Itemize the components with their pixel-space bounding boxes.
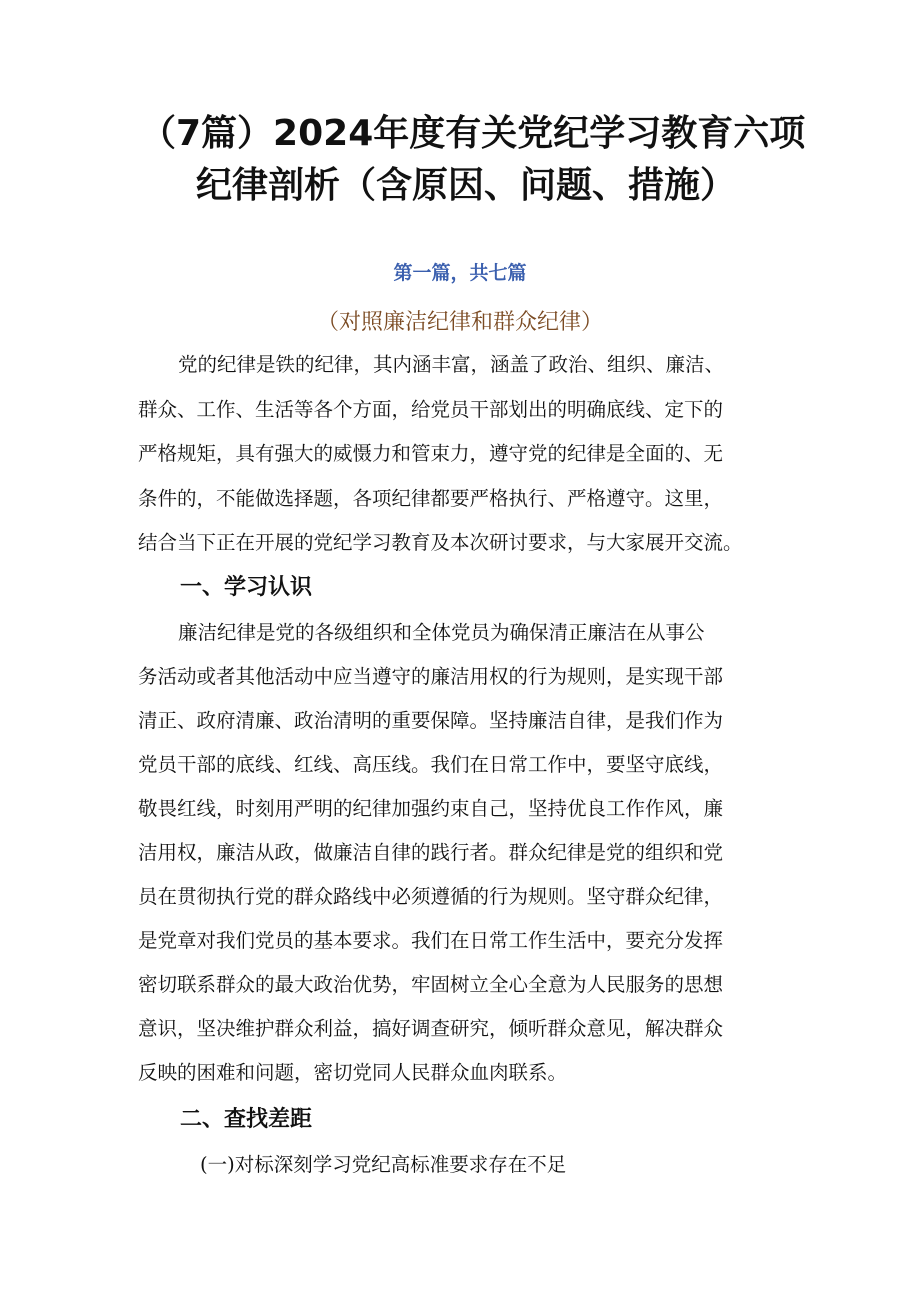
section-subtitle: （对照廉洁纪律和群众纪律） bbox=[316, 310, 603, 335]
subsection-heading-1: (一)对标深刻学习党纪高标准要求存在不足 bbox=[200, 1153, 567, 1176]
chapter-label: 第一篇，共七篇 bbox=[393, 262, 527, 284]
section1-line: 党员干部的底线、红线、高压线。我们在日常工作中，要坚守底线， bbox=[138, 753, 724, 776]
document-title-line-2: 纪律剖析（含原因、问题、措施） bbox=[196, 165, 737, 206]
section1-line: 员在贯彻执行党的群众路线中必须遵循的行为规则。坚守群众纪律， bbox=[138, 885, 724, 908]
section1-line: 敬畏红线，时刻用严明的纪律加强约束自己，坚持优良工作作风，廉 bbox=[138, 797, 724, 820]
section1-line: 清正、政府清廉、政治清明的重要保障。坚持廉洁自律，是我们作为 bbox=[138, 709, 724, 732]
section1-line: 务活动或者其他活动中应当遵守的廉洁用权的行为规则，是实现干部 bbox=[138, 665, 724, 688]
intro-line: 党的纪律是铁的纪律，其内涵丰富，涵盖了政治、组织、廉洁、 bbox=[178, 353, 725, 376]
section1-line: 密切联系群众的最大政治优势，牢固树立全心全意为人民服务的思想 bbox=[138, 973, 724, 996]
section1-line: 洁用权，廉洁从政，做廉洁自律的践行者。群众纪律是党的组织和党 bbox=[138, 841, 724, 864]
document-title-line-1: （7篇）2024年度有关党纪学习教育六项 bbox=[140, 113, 806, 154]
section1-line: 是党章对我们党员的基本要求。我们在日常工作生活中，要充分发挥 bbox=[138, 929, 724, 952]
intro-line: 条件的，不能做选择题，各项纪律都要严格执行、严格遵守。这里， bbox=[138, 487, 724, 510]
section-heading-learning: 一、学习认识 bbox=[180, 575, 313, 600]
section1-line: 反映的困难和问题，密切党同人民群众血肉联系。 bbox=[138, 1061, 568, 1084]
intro-line: 严格规矩，具有强大的威慑力和管束力，遵守党的纪律是全面的、无 bbox=[138, 442, 724, 465]
section1-line: 廉洁纪律是党的各级组织和全体党员为确保清正廉洁在从事公 bbox=[178, 621, 705, 644]
intro-line: 结合当下正在开展的党纪学习教育及本次研讨要求，与大家展开交流。 bbox=[138, 531, 743, 554]
intro-line: 群众、工作、生活等各个方面，给党员干部划出的明确底线、定下的 bbox=[138, 398, 724, 421]
section1-line: 意识，坚决维护群众利益，搞好调查研究，倾听群众意见，解决群众 bbox=[138, 1017, 724, 1040]
section-heading-gaps: 二、查找差距 bbox=[180, 1107, 313, 1132]
